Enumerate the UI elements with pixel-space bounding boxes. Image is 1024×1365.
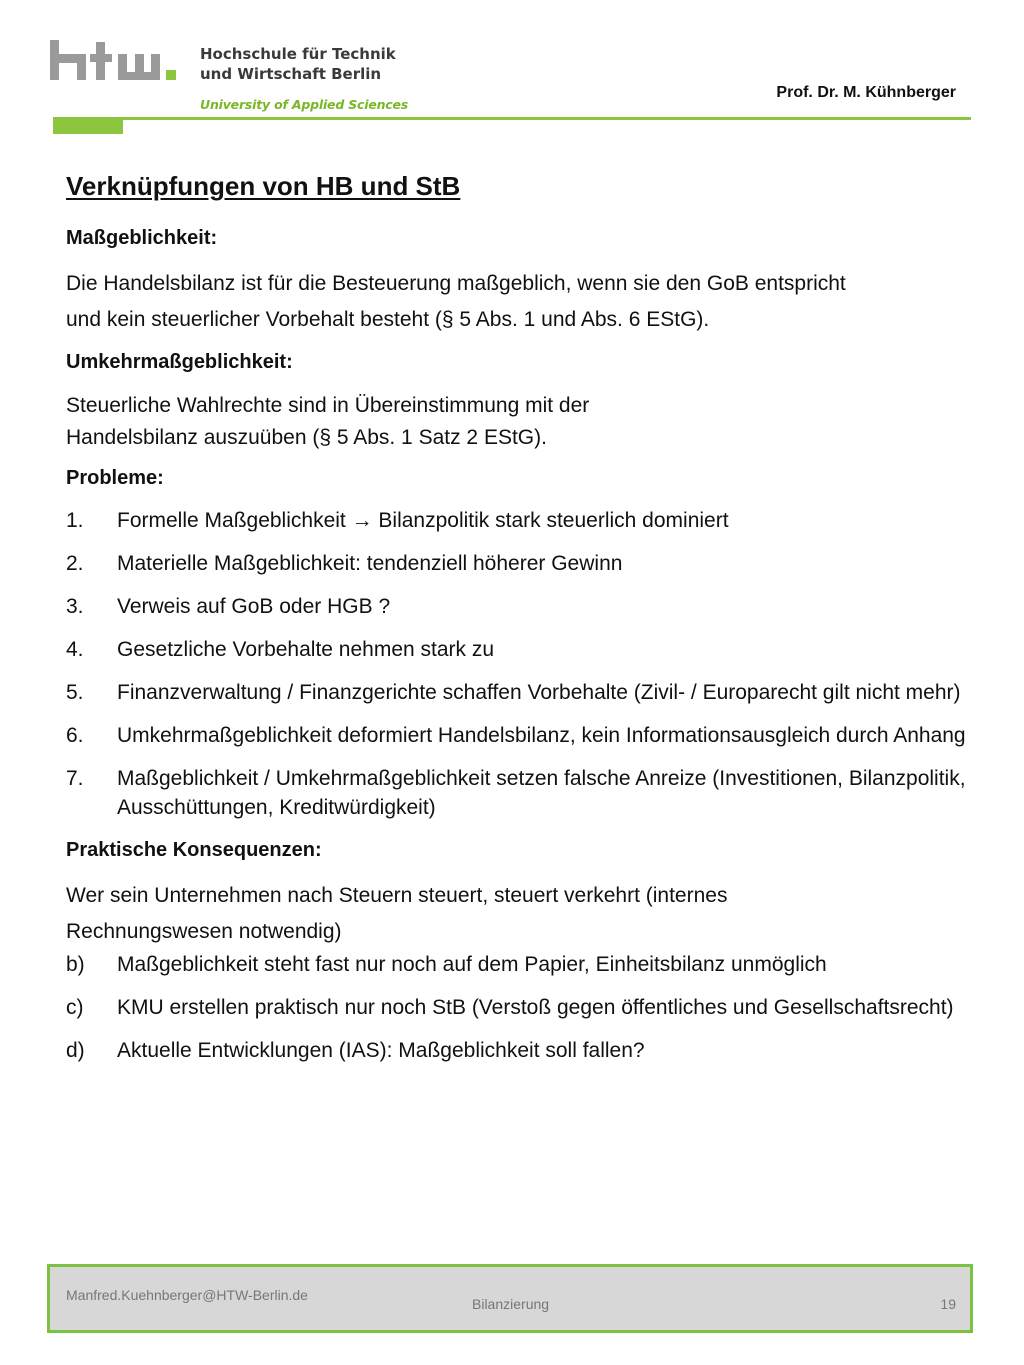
author-name: Prof. Dr. M. Kühnberger [776, 84, 956, 101]
list-item-text: Gesetzliche Vorbehalte nehmen stark zu [117, 638, 495, 661]
list-item-letter: d) [66, 1039, 85, 1062]
list-item [66, 549, 966, 578]
list-item-text: Materielle Maßgeblichkeit: tendenziell höherer Gewinn [117, 552, 623, 575]
slide-footer [47, 1264, 973, 1333]
list-item [66, 1036, 966, 1065]
list-item-text: Aktuelle Entwicklungen (IAS): Maßgeblichkeit soll fallen? [117, 1039, 645, 1062]
list-item [66, 764, 966, 822]
probleme-list [66, 506, 966, 822]
text-umkehrmassgeblichkeit [66, 390, 966, 454]
list-item-letter: c) [66, 996, 84, 1019]
list-item-number: 7. [66, 767, 84, 790]
list-item-number: 5. [66, 681, 84, 704]
institution-name-line1: Hochschule für Technik [200, 45, 396, 63]
footer-course-name: Bilanzierung [472, 1296, 550, 1312]
slide-content [66, 168, 966, 1079]
list-item-number: 3. [66, 595, 84, 618]
list-item [66, 950, 966, 979]
institution-name [200, 44, 396, 84]
list-item-number: 4. [66, 638, 84, 661]
heading-praktische-konsequenzen: Praktische Konsequenzen: [66, 839, 322, 861]
slide-title: Verknüpfungen von HB und StB [66, 171, 461, 201]
list-item [66, 721, 966, 750]
list-item [66, 592, 966, 621]
heading-massgeblichkeit: Maßgeblichkeit: [66, 227, 218, 249]
text-massgeblichkeit: Die Handelsbilanz ist für die Besteuerung maßgeblich, wenn sie den GoB entspricht und kein steuerlicher Vorbehalt besteht (§ 5 Abs. 1 und Abs. 6 EStG). [66, 272, 846, 331]
text-umkehr-line1: Steuerliche Wahlrechte sind in Übereinstimmung mit der [66, 394, 590, 417]
list-item-number: 1. [66, 509, 84, 532]
institution-tagline: University of Applied Sciences [200, 97, 409, 112]
list-item-text: Finanzverwaltung / Finanzgerichte schaffen Vorbehalte (Zivil- / Europarecht gilt nicht mehr) [117, 681, 961, 704]
list-item-text: Verweis auf GoB oder HGB ? [117, 595, 391, 618]
list-item [66, 678, 966, 707]
text-umkehr-line2: Handelsbilanz auszuüben (§ 5 Abs. 1 Satz 2 EStG). [66, 426, 547, 449]
konsequenzen-list [66, 950, 966, 1065]
list-item [66, 635, 966, 664]
list-item-text: KMU erstellen praktisch nur noch StB (Verstoß gegen öffentliches und Gesellschaftsrecht) [117, 996, 954, 1019]
institution-name-line2: und Wirtschaft Berlin [200, 65, 382, 83]
list-item [66, 506, 966, 535]
page-number: 19 [940, 1296, 956, 1312]
list-item-text: Umkehrmaßgeblichkeit deformiert Handelsbilanz, kein Informationsausgleich durch Anhang [117, 724, 966, 747]
heading-probleme: Probleme: [66, 467, 164, 489]
list-item-text: Formelle Maßgeblichkeit → Bilanzpolitik stark steuerlich dominiert [117, 509, 729, 532]
htw-logo [50, 38, 409, 122]
header-rule-block [53, 117, 123, 134]
heading-umkehrmassgeblichkeit: Umkehrmaßgeblichkeit: [66, 351, 293, 373]
header-rule [53, 117, 971, 120]
list-item-text: Maßgeblichkeit steht fast nur noch auf dem Papier, Einheitsbilanz unmöglich [117, 953, 827, 976]
list-item-letter: b) [66, 953, 85, 976]
list-item-number: 2. [66, 552, 84, 575]
htw-logo-mark [50, 40, 185, 85]
list-item-number: 6. [66, 724, 84, 747]
list-item-text: Maßgeblichkeit / Umkehrmaßgeblichkeit setzen falsche Anreize (Investitionen, Bilanzpolitik, Ausschüttungen, Kreditwürdigkeit) [117, 767, 966, 819]
footer-email: Manfred.Kuehnberger@HTW-Berlin.de [66, 1287, 308, 1303]
list-item [66, 993, 966, 1022]
text-konsequenzen-intro: Wer sein Unternehmen nach Steuern steuert, steuert verkehrt (internes Rechnungswesen notwendig) [66, 884, 728, 943]
